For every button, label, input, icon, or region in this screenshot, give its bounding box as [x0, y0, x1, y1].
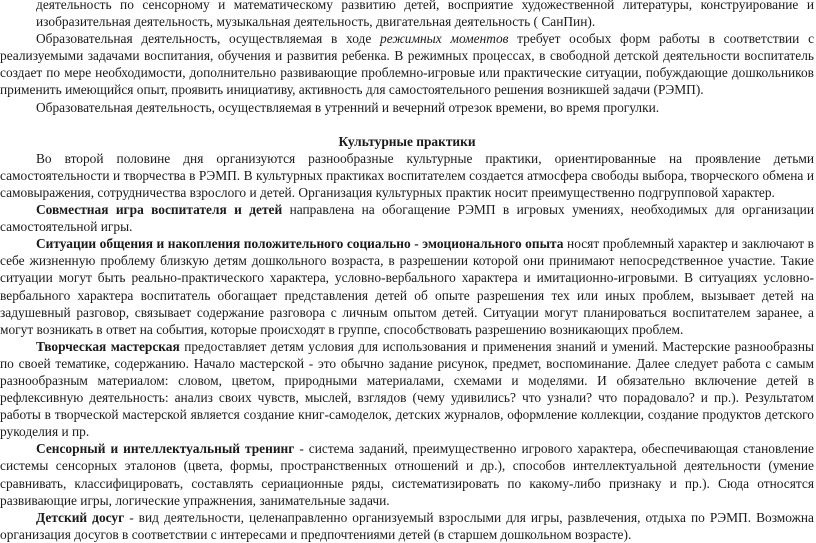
paragraph-regime-moments	[0, 30, 814, 98]
paragraph-text: деятельность по сенсорному и математическому развитию детей, восприятие художественной литературы, конструирование и изобразительная деятельность, музыкальная деятельность, двигательная деятельность ( СанПин).	[36, 0, 814, 30]
paragraph-text: носят проблемный характер и заключают в себе жизненную проблему близкую детям дошкольного возраста, в разрешении которой они принимают непосредственное участие. Такие ситуации могут быть реально-практического характера, условно-вербального характера и имитационно-игровыми. В ситуациях условно-вербального характера воспитатель обогащает представления детей об опыте разрешения тех или иных проблем, вызывает детей на задушевный разговор, связывает содержание разговора с личным опытом детей. Ситуации могут планироваться воспитателем заранее, а могут возникать в ответ на события, которые происходят в группе, способствовать разрешению возникающих проблем.	[0, 236, 814, 337]
paragraph-text: Образовательная деятельность, осуществляемая в ходе	[36, 31, 381, 47]
paragraph-joint-play	[0, 201, 814, 235]
paragraph-text: Образовательная деятельность, осуществляемая в утренний и вечерний отрезок времени, во время прогулки.	[36, 99, 660, 115]
paragraph-text: требует особых форм работы в соответствии с реализуемыми задачами воспитания, обучения и развития ребенка. В режимных процессах, в свободной детской деятельности воспитатель создает по мере необходимости, дополнительно развивающие проблемно-игровые или практические ситуации, побуждающие дошкольников применить имеющийся опыт, проявить инициативу, активность для самостоятельного решения возникшей задачи (РЭМП).	[0, 31, 815, 98]
section-heading: Культурные практики	[338, 133, 476, 149]
paragraph-morning-evening	[0, 99, 814, 116]
bold-term: Творческая мастерская	[36, 338, 180, 354]
paragraph-continuation	[0, 0, 814, 30]
italic-term: режимных моментов	[380, 31, 509, 47]
paragraph-cultural-practices	[0, 150, 814, 201]
bold-term: Сенсорный и интеллектуальный тренинг	[36, 441, 295, 457]
paragraph-text: предоставляет детям условия для использования и применения знаний и умений. Мастерские разнообразны по своей тематике, содержанию. Начало мастерской - это обычно задание рисунок, предмет, воспоминание. Далее следует работа с самым разнообразным материалом: словом, цветом, природными материалами, схемами и моделями. И обязательно включение детей в рефлексивную деятельность: анализ своих чувств, мыслей, взглядов (чему удивились? что узнали? что порадовало? и пр.). Результатом работы в творческой мастерской является создание книг-самоделок, детских журналов, оформление коллекции, создание продуктов детского рукоделия и пр.	[0, 338, 814, 440]
paragraph-text: направлена на обогащение РЭМП в игровых умениях, необходимых для организации самостоятельной игры.	[0, 202, 814, 235]
bold-term: Ситуации общения и накопления положительного социально - эмоционального опыта	[36, 236, 564, 252]
paragraph-text: Во второй половине дня организуются разнообразные культурные практики, ориентированные на проявление детьми самостоятельности и творчества в РЭМП. В культурных практиках воспитателем создается атмосфера свободы выбора, творческого обмена и самовыражения, сотрудничества взрослого и детей. Организация культурных практик носит преимущественно подгрупповой характер.	[0, 150, 814, 200]
paragraph-text: - система заданий, преимущественно игрового характера, обеспечивающая становление системы сенсорных эталонов (цвета, формы, пространственных отношений и др.), способов интеллектуальной деятельности (умение сравнивать, классифицировать, составлять сериационные ряды, систематизировать по какому-либо признаку и пр.). Сюда относятся развивающие игры, логические упражнения, занимательные задачи.	[0, 441, 814, 508]
paragraph-creative-workshop	[0, 338, 814, 441]
paragraph-communication-situations	[0, 235, 814, 338]
paragraph-sensory-training	[0, 440, 814, 508]
paragraph-text: - вид деятельности, целенаправленно организуемый взрослыми для игры, развлечения, отдыха по РЭМП. Возможна организация досугов в соответствии с интересами и предпочтениями детей (в старшем дошкольном возрасте).	[0, 509, 814, 542]
bold-term: Совместная игра воспитателя и детей	[36, 202, 283, 218]
paragraph-leisure	[0, 509, 814, 543]
bold-term: Детский досуг	[36, 509, 125, 525]
